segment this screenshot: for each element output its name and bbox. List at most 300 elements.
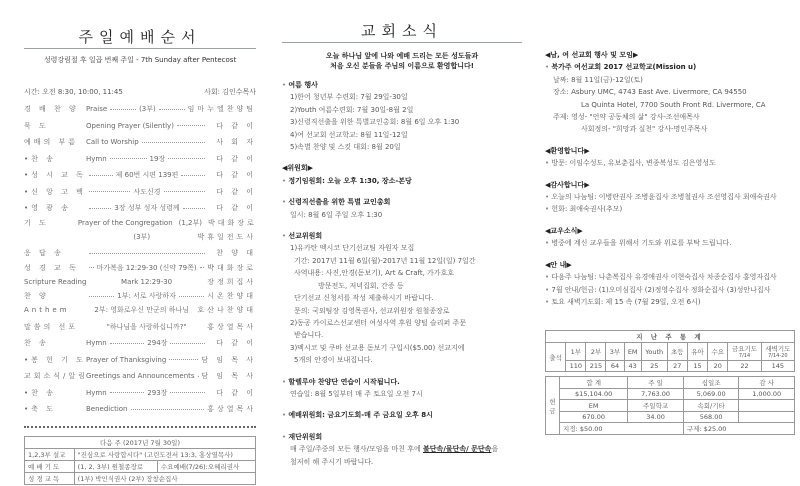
worship-order-row (24, 167, 256, 184)
order-english: Praise (86, 105, 108, 114)
dot-leader (89, 253, 205, 254)
offering-cell: $15,104.00 (560, 389, 628, 400)
section-heading (282, 162, 522, 174)
next-week-cell: "진심으로 사랑합시다" (고린도전서 13:3, 홍상열목사) (74, 448, 255, 460)
line-text: 철저히 해 주시기 바랍니다. (290, 457, 374, 466)
worship-order-row (24, 200, 256, 217)
next-week-header: 다음 주 (2017년 7월 30일) (25, 436, 256, 448)
order-detail: 19장 (149, 154, 166, 163)
line-text: 신령직선출을 위한 특별 교인총회 (288, 198, 391, 207)
header-text: 1부 (570, 348, 582, 357)
worship-order-row (24, 368, 256, 385)
line-text: 주제: 영성- "언약 공동체의 삶" 강사-조선애목사 (553, 113, 700, 122)
news-list (282, 79, 522, 468)
attendance-header (761, 343, 794, 361)
order-leader: 담 임 목 사 (201, 372, 256, 381)
order-label: •성 시 교 독 (24, 171, 86, 180)
order-label: 경 배 찬 양 (24, 105, 79, 114)
section-heading (545, 179, 795, 191)
line-text: 북가주 여선교회 2017 선교학교(Mission u) (551, 63, 697, 72)
attendance-value: 22 (728, 361, 761, 372)
section-heading (545, 259, 795, 271)
news-line (282, 129, 522, 141)
spacer (282, 422, 522, 431)
worship-order-row (24, 302, 256, 319)
worship-order-row (24, 184, 256, 201)
order-label: 기 도 (24, 218, 49, 227)
dot-leader (177, 125, 205, 126)
order-detail: (3부) (139, 105, 156, 114)
line-text: 1)유카탄 멕시코 단기선교팀 자원자 모집 (290, 244, 415, 253)
line-text: 사회정의- "희망과 실천" 강사-명인주목사 (581, 125, 708, 134)
sunday-subtitle: 성령강림절 후 일곱 번째 주일 - 7th Sunday after Pentecost (43, 56, 237, 64)
attendance-value: 20 (708, 361, 728, 372)
dot-leader (110, 109, 136, 110)
announcements-list (545, 40, 795, 308)
offering-row (546, 389, 795, 400)
service-times: 시간: 오전 8:30, 10:00, 11:45 (24, 88, 123, 96)
order-detail: 294장 (147, 339, 168, 348)
dot-leader (89, 208, 111, 209)
offering-cell: 34.00 (628, 412, 684, 423)
news-line (545, 61, 795, 73)
spacer (545, 170, 795, 179)
offering-row (546, 377, 795, 389)
attendance-label: 출석 (546, 343, 566, 372)
next-week-cell: (1부) 박인식권사 (2부) 장창순집사 (74, 472, 255, 484)
order-label: •봉 헌 기 도 (24, 355, 86, 364)
news-line (282, 317, 522, 329)
dot-leader (181, 175, 205, 176)
dot-leader (179, 296, 204, 297)
line-text: 다음주 나눔팀: 나춘복집사 유경애권사 이현숙집사 차종순집사 홍영자집사 (551, 273, 777, 282)
line-text: 문의: 국외팀장 김영목권사, 선교위원장 원철종장로 (294, 306, 450, 315)
news-line (282, 342, 522, 354)
offering-cell: 7,763.00 (628, 389, 684, 400)
dot-leader (89, 296, 114, 297)
line-text: 매 주일/주중의 모든 행사/모임을 마친 후에 (290, 445, 421, 454)
dot-leader (110, 158, 147, 159)
header-text: 유아 (691, 348, 704, 357)
worship-order-row (24, 401, 256, 418)
attendance-header (586, 343, 606, 361)
order-leader: 홍상열목사 (207, 405, 256, 414)
line-text: 여름 행사 (288, 81, 318, 89)
news-line (282, 230, 522, 242)
order-detail: 3장 성부 성자 성령께 (114, 204, 180, 213)
order-label: 예배의 부름 (24, 138, 79, 147)
offering-cell: 주 일 (628, 377, 684, 389)
spacer (282, 367, 522, 376)
next-week-cell: 1,2,3부 설교 (25, 448, 75, 460)
line-text: 기간: 2017년 11월 6일(월)-2017년 11월 12일(일) 7일간 (294, 256, 476, 265)
line-text: 을 (491, 445, 499, 454)
header-text: EM (627, 347, 638, 356)
header-text: Youth (645, 347, 664, 356)
attendance-header (606, 343, 624, 361)
service-time-row (24, 87, 256, 97)
church-news-title: 교회소식 (361, 22, 443, 40)
order-label: 교회소식/알림 (24, 372, 88, 381)
news-line (545, 284, 795, 296)
stats-title: 지 난 주 통 계 (546, 331, 795, 343)
news-line (282, 175, 522, 187)
order-leader: 홍상열목사 (207, 322, 256, 331)
dot-leader (170, 392, 205, 393)
order-label: Scripture Reading (24, 277, 87, 286)
order-leader: 다 같 이 (216, 339, 257, 348)
attendance-header (641, 343, 667, 361)
line-text: ◀환영합니다▶ (545, 146, 590, 155)
offering-cell: 속회/기타 (683, 400, 739, 412)
header-subtext: 7/14 (738, 353, 751, 360)
title-divider (24, 48, 256, 49)
worship-order-row (24, 352, 256, 369)
news-line (282, 329, 522, 341)
dot-leader (131, 409, 205, 410)
worship-order-row (24, 290, 256, 302)
line-text: ◀남, 여 선교회 행사 및 모임▶ (545, 51, 639, 59)
worship-order-row (24, 385, 256, 402)
header-text: 2부 (590, 348, 602, 357)
order-detail: 제 60번 시편 139편 (115, 171, 179, 180)
line-text: 5)속별 찬양 및 스킷 대회: 8월 20일 (290, 143, 401, 152)
dot-leader (110, 392, 145, 393)
news-line (545, 99, 795, 111)
news-line (282, 79, 522, 91)
worship-order-row (24, 217, 256, 229)
offering-cell: 5,069.00 (683, 389, 739, 400)
order-detail: (3부) (133, 232, 151, 241)
line-text: 헌화: 최애숙권사(추모) (551, 205, 623, 214)
spacer (545, 136, 795, 145)
order-leader: 다 같 이 (216, 121, 256, 130)
line-text: ◀위원회▶ (282, 164, 314, 173)
news-line (282, 305, 522, 317)
header-text: 3부 (609, 348, 621, 357)
order-label: 성 경 교 독 (24, 263, 79, 272)
welcome-line: 오늘 하나님 앞에 나와 예배 드리는 모든 성도들과 (325, 52, 479, 60)
news-line (545, 271, 795, 283)
next-week-cell: 수요예배(7/26):오혜리권사 (157, 460, 255, 472)
news-line (282, 409, 522, 421)
order-detail: 마가복음 12:29-30 (신약 79쪽) (96, 263, 197, 272)
order-leader: 다 같 이 (216, 388, 257, 397)
news-line (282, 456, 522, 468)
line-text: 재단위원회 (288, 432, 323, 441)
order-leader: 다 같 이 (216, 171, 257, 180)
order-label: Anthem (24, 306, 70, 315)
worship-order-row (24, 229, 256, 246)
line-text: ◀감사합니다▶ (545, 180, 590, 189)
order-label: •축 도 (24, 405, 56, 414)
worship-order-row (24, 118, 256, 135)
dot-leader (170, 343, 205, 344)
news-line (545, 157, 795, 169)
order-english: Prayer of the Congregation (77, 218, 173, 227)
worship-order-row (24, 335, 256, 352)
line-text: 날짜: 8월 11일(금)-12일(토) (553, 75, 643, 84)
spacer (545, 40, 795, 49)
line-text: 예배위원회: 금요기도회-매 주 금요일 오후 8시 (288, 411, 433, 420)
spacer (282, 400, 522, 409)
dot-leader (89, 175, 113, 176)
attendance-values-row (546, 361, 795, 372)
worship-order-row (24, 262, 256, 274)
service-host: 사회: 김인수목사 (204, 88, 256, 96)
attendance-header (687, 343, 707, 361)
order-label: 응 답 송 (24, 249, 64, 258)
order-leader: 임마누엘찬양팀 (187, 105, 257, 114)
news-line (545, 296, 795, 308)
dot-leader (142, 142, 205, 143)
line-text: 방문전도, 저녁집회, 간증 등 (318, 281, 404, 290)
line-text: ◀교우소식▶ (545, 226, 583, 235)
dot-leader (169, 359, 198, 360)
news-line (282, 292, 522, 304)
line-text: 정기임원회: 오늘 오후 1:30, 장소-본당 (288, 176, 412, 185)
welcome-message (282, 51, 522, 71)
news-line (545, 86, 795, 98)
news-line (282, 104, 522, 116)
worship-order-row (24, 319, 256, 336)
order-label: •찬 송 (24, 388, 56, 397)
welcome-line: 처음 오신 분들을 주님의 이름으로 환영합니다! (330, 62, 474, 70)
order-leader: 찬 양 대 (216, 249, 256, 258)
worship-order-title: 주일예배순서 (78, 28, 202, 46)
line-text: 3)멕시코 및 쿠바 선교용 돋보기 구입시($5.00) 선교지에 (290, 343, 465, 352)
order-label: •영 광 송 (24, 204, 71, 213)
offering-cell: 십일조 (683, 377, 739, 389)
worship-order-row (24, 274, 256, 291)
line-text: 4)여 선교회 선교학교: 8월 11일-12일 (290, 130, 408, 139)
order-leader: 박대화장로 (208, 218, 257, 227)
order-english: Prayer of Thanksgiving (86, 355, 167, 364)
dot-leader (183, 208, 205, 209)
section-heading (545, 49, 795, 61)
offering-cell: 구제: $25.00 (683, 423, 794, 435)
line-text: 선교위원회 (288, 232, 323, 241)
line-text: 장소: Asbury UMC, 4743 East Ave. Livermore, CA 94550 (553, 88, 747, 97)
order-leader: 호산나찬양대 (197, 306, 256, 315)
next-week-row (25, 448, 256, 460)
order-leader: 다 같 이 (216, 204, 257, 213)
dot-leader (89, 191, 130, 192)
order-leader: 박휴일전도사 (197, 232, 257, 241)
dot-leader (110, 343, 145, 344)
news-line (545, 191, 795, 203)
dotted-divider (24, 426, 256, 428)
dot-leader (198, 376, 199, 377)
offering-cell: 568.00 (683, 412, 739, 423)
order-label: 말씀의 선포 (24, 322, 79, 331)
order-label: 찬 송 (24, 339, 49, 348)
order-detail: 293장 (147, 388, 168, 397)
section-heading (545, 145, 795, 157)
offering-cell: 1,000.00 (739, 389, 795, 400)
line-text: 오늘의 나눔팀: 이병란권사 조병윤집사 조병철권사 조선영집사 최애숙권사 (551, 193, 777, 202)
dot-leader (159, 109, 185, 110)
order-leader: 시온찬양대 (207, 292, 257, 300)
worship-order-row (24, 134, 256, 151)
offering-cell: 합 계 (560, 377, 628, 389)
attendance-value: 215 (586, 361, 606, 372)
order-detail: 1부: 서로 사랑하자 (117, 292, 176, 300)
line-text: 2)동공 카이로스선교센터 여성사역 후원 양털 슬리퍼 주문 (290, 318, 467, 327)
spacer (282, 187, 522, 196)
header-subtext: 7/14-20 (768, 353, 788, 360)
worship-order-row (24, 151, 256, 168)
order-detail: 사도신경 (133, 187, 161, 196)
spacer (282, 221, 522, 230)
offering-row (546, 400, 795, 412)
offering-cell (739, 400, 795, 412)
order-leader: 다 같 이 (216, 154, 256, 163)
attendance-value: 110 (566, 361, 586, 372)
offering-cell: EM (560, 400, 628, 412)
church-news-column (282, 0, 522, 468)
last-week-stats-table (545, 330, 795, 372)
news-line (282, 116, 522, 128)
header-text: 새벽기도 (765, 345, 791, 354)
line-text: ◀안 내▶ (545, 260, 572, 269)
order-english: Hymn (86, 339, 107, 348)
attendance-value: 145 (761, 361, 794, 372)
line-text: 단기선교 신청서를 작성 제출하시기 바랍니다. (294, 294, 434, 303)
news-line (545, 237, 795, 249)
news-line (282, 431, 522, 443)
order-english: Benediction (86, 405, 128, 414)
offering-row (546, 412, 795, 423)
dot-leader (164, 191, 205, 192)
news-line (282, 196, 522, 208)
attendance-header (728, 343, 761, 361)
order-detail: Mark 12:29-30 (121, 277, 173, 286)
dot-leader (168, 158, 205, 159)
next-week-cell: (1, 2, 3부) 원철종장로 (74, 460, 157, 472)
spacer (545, 216, 795, 225)
offering-cell: 주일학교 (628, 400, 684, 412)
line-text: 7월 안내/헌금: (1)오미심집사 (2)정영수집사 정화순집사 (3)성안나집사 (551, 285, 771, 294)
line-text: 연습일: 8월 5일부터 매 주 토요일 오전 7시 (290, 389, 423, 398)
order-label: 묵 도 (24, 121, 49, 130)
order-english: Hymn (86, 154, 107, 163)
line-text: 3)신령직선출을 위한 특별교인총회: 8월 6일 오후 1:30 (290, 118, 460, 127)
attendance-header-row (546, 343, 795, 361)
news-line (282, 443, 522, 455)
header-text: 수요 (711, 348, 725, 357)
news-line (282, 376, 522, 388)
order-detail: "하나님을 사랑하십니까?" (106, 322, 187, 331)
news-line (282, 280, 522, 292)
order-label: •신 앙 고 백 (24, 187, 86, 196)
line-text: La Quinta Hotel, 7700 South Front Rd. Livermore, CA (581, 100, 766, 109)
news-line (545, 123, 795, 135)
order-english: Greetings and Announcements (86, 372, 195, 381)
attendance-value: 25 (641, 361, 667, 372)
attendance-value: 64 (606, 361, 624, 372)
order-leader: 다 같 이 (216, 187, 256, 196)
news-line (545, 74, 795, 86)
offering-cell (739, 412, 795, 423)
attendance-header (566, 343, 586, 361)
attendance-header (667, 343, 687, 361)
attendance-header (624, 343, 641, 361)
line-text: 5개의 안경이 보내집니다. (294, 356, 373, 365)
order-label: •찬 송 (24, 154, 56, 163)
news-line (282, 267, 522, 279)
next-week-row (25, 472, 256, 484)
news-line (282, 354, 522, 366)
offering-label: 헌금 (546, 377, 560, 435)
line-text: 2)Youth 여름수련회: 7월 30일-8월 2일 (290, 105, 414, 114)
title-divider (282, 42, 522, 43)
offering-cell: 670.00 (560, 412, 628, 423)
dot-leader (89, 267, 94, 268)
attendance-value: 27 (667, 361, 687, 372)
dot-leader (200, 267, 205, 268)
worship-order-row (24, 101, 256, 118)
news-line (282, 388, 522, 400)
news-line (545, 203, 795, 215)
order-detail: (1,2부) (178, 218, 202, 227)
announcements-column (545, 0, 795, 435)
order-label: 찬 양 (24, 292, 49, 300)
line-text: 토요 새벽기도회: 제 15 속 (7월 29일, 오전 6시) (551, 297, 701, 306)
worship-order-list (24, 101, 256, 418)
news-line (282, 242, 522, 254)
line-text: 일시: 8월 6일 주일 오후 1:30 (290, 210, 383, 219)
attendance-value: 43 (624, 361, 641, 372)
worship-order-column (24, 0, 256, 485)
attendance-header (708, 343, 728, 361)
header-text: 초등 (670, 348, 684, 357)
line-text: 사역내용: 사진,안경(돋보기), Art & Craft, 가가호호 (294, 269, 455, 278)
order-english: Opening Prayer (Silently) (86, 121, 174, 130)
attendance-value: 15 (687, 361, 707, 372)
section-heading (545, 225, 795, 237)
next-week-cell: 예 배 기 도 (25, 460, 75, 472)
order-english: Hymn (86, 388, 107, 397)
next-week-row (25, 460, 256, 472)
worship-order-row (24, 245, 256, 262)
news-line (282, 141, 522, 153)
offering-cell: 감 사 (739, 377, 795, 389)
spacer (282, 153, 522, 162)
next-week-table (24, 436, 256, 485)
line-text: 할렐루야 찬양단 연습이 시작됩니다. (288, 377, 400, 386)
offering-table (545, 376, 795, 435)
news-line (545, 111, 795, 123)
spacer (545, 250, 795, 259)
order-english: Call to Worship (86, 138, 139, 147)
emphasis-text: 불단속/물단속/ 문단속 (423, 445, 492, 454)
news-line (282, 91, 522, 103)
order-leader: 장정희집사 (207, 277, 256, 286)
line-text: 받습니다. (294, 331, 324, 340)
news-line (282, 209, 522, 221)
next-week-cell: 성 경 교 독 (25, 472, 75, 484)
order-leader: 박대화장로 (207, 263, 257, 272)
order-leader: 사 회 자 (216, 138, 256, 147)
order-detail: 2부: 영화로우신 만군의 하나님 (94, 306, 190, 315)
line-text: 병중에 계신 교우들을 위해서 기도와 위로를 부탁 드립니다. (551, 239, 732, 248)
line-text: 방문: 이임수성도, 유보춘집사, 변종복성도 김은영성도 (551, 159, 716, 168)
header-text: 금요기도 (731, 345, 758, 354)
news-line (282, 255, 522, 267)
line-text: 1)한어 청년부 수련회: 7월 29일-30일 (290, 93, 408, 102)
order-leader: 담 임 목 사 (201, 355, 256, 364)
